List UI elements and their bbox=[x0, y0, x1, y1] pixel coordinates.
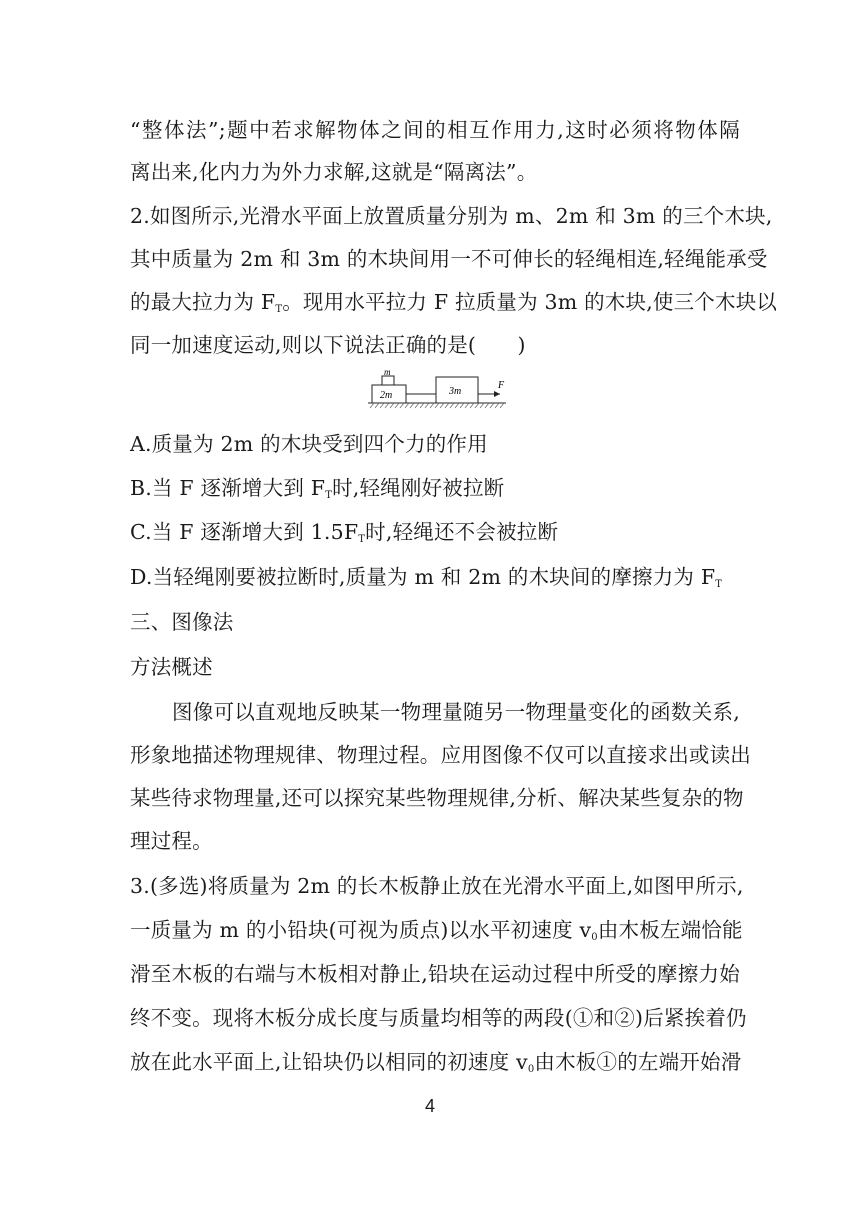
question-2-line: 其中质量为 2m 和 3m 的木块间用一不可伸长的轻绳相连,轻绳能承受 bbox=[130, 247, 768, 271]
subscript: 0 bbox=[527, 1064, 535, 1075]
paragraph-line: 图像可以直观地反映某一物理量随另一物理量变化的函数关系, bbox=[172, 700, 740, 724]
subscript: T bbox=[275, 304, 283, 315]
text-segment: 一质量为 m 的小铅块(可视为质点)以水平初速度 v bbox=[130, 918, 592, 942]
ground-hatch bbox=[370, 403, 504, 408]
blocks-figure bbox=[368, 370, 508, 416]
text-segment: 时,轻绳还不会被拉断 bbox=[365, 520, 559, 544]
subscript: 0 bbox=[591, 932, 598, 943]
block-m bbox=[382, 376, 394, 385]
question-3-line bbox=[130, 1048, 740, 1076]
question-3-line bbox=[130, 916, 743, 944]
block-3m-label: 3m bbox=[449, 386, 462, 397]
paragraph-line: 某些待求物理量,还可以探究某些物理规律,分析、解决某些复杂的物 bbox=[130, 786, 744, 810]
block-2m-label: 2m bbox=[380, 390, 393, 401]
page-number: 4 bbox=[424, 1096, 435, 1116]
section-subheading: 方法概述 bbox=[130, 655, 213, 679]
text-segment: 由木板左端恰能 bbox=[597, 918, 743, 942]
text-segment: 的最大拉力为 F bbox=[130, 290, 276, 314]
subscript: T bbox=[715, 579, 723, 590]
option-a: A.质量为 2m 的木块受到四个力的作用 bbox=[130, 432, 488, 456]
subscript: T bbox=[358, 534, 366, 545]
subscript: T bbox=[325, 490, 333, 501]
blocks-diagram bbox=[368, 370, 508, 416]
arrow-head-icon bbox=[494, 391, 500, 397]
text-segment: 放在此水平面上,让铅块仍以相同的初速度 v bbox=[130, 1050, 528, 1074]
text-segment: 时,轻绳刚好被拉断 bbox=[332, 476, 505, 500]
option-d bbox=[130, 563, 740, 591]
text-segment: D.当轻绳刚要被拉断时,质量为 m 和 2m 的木块间的摩擦力为 F bbox=[130, 565, 716, 589]
text-segment: B.当 F 逐渐增大到 F bbox=[130, 476, 326, 500]
paragraph-line: 离出来,化内力为外力求解,这就是“隔离法”。 bbox=[130, 160, 538, 184]
question-2-line: 2.如图所示,光滑水平面上放置质量分别为 m、2m 和 3m 的三个木块, bbox=[130, 204, 773, 228]
option-c bbox=[130, 518, 740, 546]
text-segment: 。现用水平拉力 F 拉质量为 3m 的木块,使三个木块以 bbox=[282, 290, 778, 314]
text-segment: 由木板①的左端开始滑 bbox=[534, 1050, 742, 1074]
question-3-line: 3.(多选)将质量为 2m 的长木板静止放在光滑水平面上,如图甲所示, bbox=[130, 874, 744, 898]
option-b bbox=[130, 474, 740, 502]
block-m-label: m bbox=[384, 370, 391, 377]
text-segment: C.当 F 逐渐增大到 1.5F bbox=[130, 520, 359, 544]
paragraph-line: “整体法”;题中若求解物体之间的相互作用力,这时必须将物体隔 bbox=[130, 118, 740, 142]
section-heading: 三、图像法 bbox=[130, 610, 234, 634]
question-3-line: 滑至木板的右端与木板相对静止,铅块在运动过程中所受的摩擦力始 bbox=[130, 962, 740, 986]
question-2-line: 同一加速度运动,则以下说法正确的是( ) bbox=[130, 333, 526, 357]
question-2-line bbox=[130, 288, 778, 316]
paragraph-line: 理过程。 bbox=[130, 829, 213, 853]
question-3-line: 终不变。现将木板分成长度与质量均相等的两段(①和②)后紧挨着仍 bbox=[130, 1006, 747, 1030]
paragraph-line: 形象地描述物理规律、物理过程。应用图像不仅可以直接求出或读出 bbox=[130, 743, 751, 767]
force-label: F bbox=[498, 380, 505, 391]
